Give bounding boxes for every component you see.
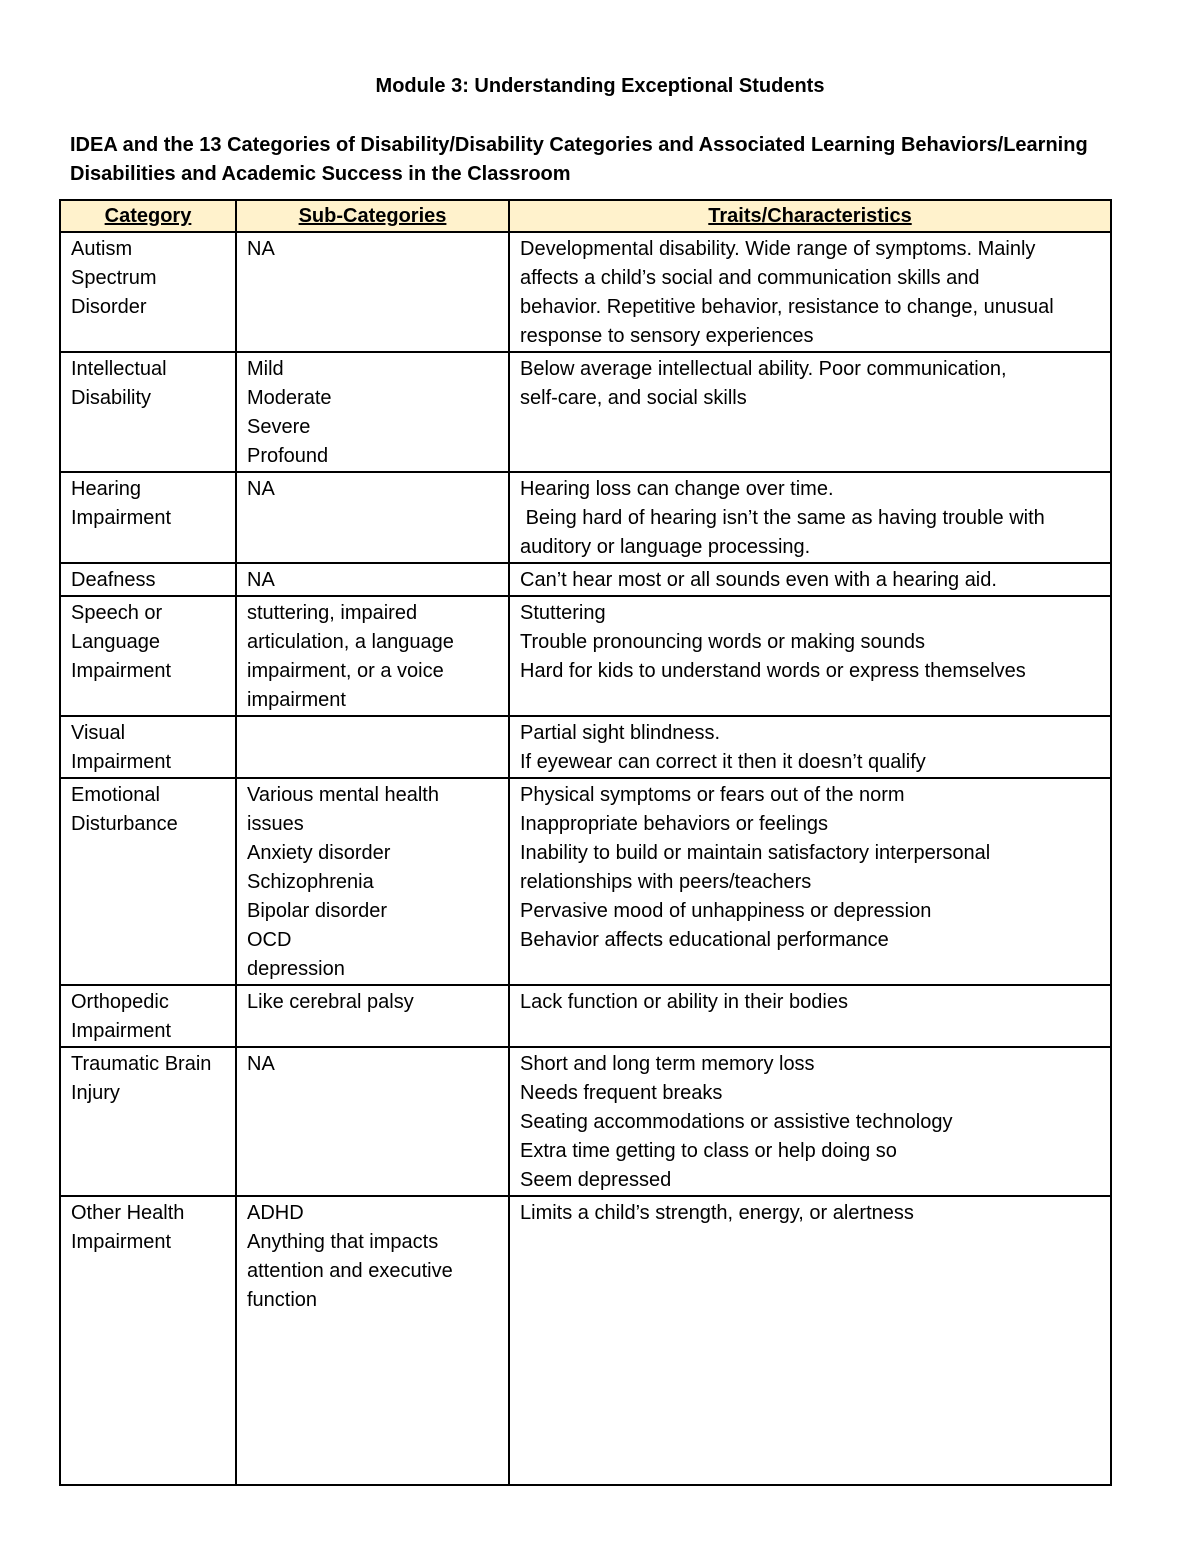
cell-line: self-care, and social skills	[520, 387, 747, 409]
table-row	[60, 352, 1111, 472]
cell-line: Extra time getting to class or help doing so	[520, 1140, 897, 1162]
cell-category	[60, 472, 236, 563]
cell-line: OCD	[247, 929, 292, 951]
cell-sub	[236, 716, 509, 778]
cell-line: NA	[247, 238, 275, 260]
cell-category	[60, 1196, 236, 1485]
cell-line: Visual	[71, 722, 126, 744]
cell-line: Lack function or ability in their bodies	[520, 991, 848, 1013]
table-row	[60, 1047, 1111, 1196]
cell-category	[60, 596, 236, 716]
cell-line: impairment, or a voice	[247, 660, 444, 682]
cell-line: Impairment	[71, 507, 172, 529]
cell-line: Like cerebral palsy	[247, 991, 414, 1013]
cell-line: Various mental health	[247, 784, 439, 806]
cell-sub	[236, 232, 509, 352]
cell-line: Disorder	[71, 296, 147, 318]
cell-line: affects a child’s social and communication skills and	[520, 267, 980, 289]
cell-line: Impairment	[71, 751, 172, 773]
cell-line: Deafness	[71, 569, 156, 591]
cell-category	[60, 985, 236, 1047]
cell-sub	[236, 596, 509, 716]
cell-line: Hearing	[71, 478, 142, 500]
cell-line: If eyewear can correct it then it doesn’t qualify	[520, 751, 926, 773]
cell-line: Below average intellectual ability. Poor communication,	[520, 358, 1007, 380]
cell-category	[60, 1047, 236, 1196]
cell-line: Speech or	[71, 602, 163, 624]
cell-line: Other Health	[71, 1202, 185, 1224]
cell-line: Bipolar disorder	[247, 900, 388, 922]
cell-line: Language	[71, 631, 160, 653]
document-title: Module 3: Understanding Exceptional Students	[375, 75, 825, 97]
cell-line: stuttering, impaired	[247, 602, 418, 624]
cell-line: ADHD	[247, 1202, 304, 1224]
cell-category	[60, 716, 236, 778]
cell-traits	[509, 985, 1111, 1047]
cell-traits	[509, 1196, 1111, 1485]
cell-line: Hard for kids to understand words or express themselves	[520, 660, 1026, 682]
cell-line: Schizophrenia	[247, 871, 374, 893]
cell-line: Limits a child’s strength, energy, or alertness	[520, 1202, 914, 1224]
cell-line: Traumatic Brain	[71, 1053, 212, 1075]
cell-traits	[509, 232, 1111, 352]
cell-line: Stuttering	[520, 602, 606, 624]
cell-line: Behavior affects educational performance	[520, 929, 889, 951]
cell-line: issues	[247, 813, 304, 835]
cell-line: Physical symptoms or fears out of the norm	[520, 784, 905, 806]
cell-category	[60, 778, 236, 985]
cell-line: NA	[247, 478, 275, 500]
table-row	[60, 1196, 1111, 1485]
header-traits: Traits/Characteristics	[509, 200, 1111, 232]
cell-line: Inappropriate behaviors or feelings	[520, 813, 828, 835]
cell-sub	[236, 985, 509, 1047]
cell-line: impairment	[247, 689, 346, 711]
cell-line: depression	[247, 958, 345, 980]
header-sub-categories: Sub-Categories	[236, 200, 509, 232]
cell-category	[60, 232, 236, 352]
cell-line: Injury	[71, 1082, 120, 1104]
header-category: Category	[60, 200, 236, 232]
cell-traits	[509, 352, 1111, 472]
cell-sub	[236, 1196, 509, 1485]
table-header-row	[60, 200, 1111, 232]
cell-traits	[509, 778, 1111, 985]
table-row	[60, 232, 1111, 352]
cell-line: Inability to build or maintain satisfactory interpersonal	[520, 842, 991, 864]
cell-sub	[236, 352, 509, 472]
cell-category	[60, 563, 236, 596]
cell-line: Moderate	[247, 387, 332, 409]
cell-line: Needs frequent breaks	[520, 1082, 723, 1104]
cell-line: NA	[247, 1053, 275, 1075]
cell-line: behavior. Repetitive behavior, resistance to change, unusual	[520, 296, 1054, 318]
cell-traits	[509, 596, 1111, 716]
cell-line: Can’t hear most or all sounds even with a hearing aid.	[520, 569, 997, 591]
cell-sub	[236, 778, 509, 985]
cell-line: Developmental disability. Wide range of symptoms. Mainly	[520, 238, 1036, 260]
cell-line: auditory or language processing.	[520, 536, 811, 558]
table-row	[60, 596, 1111, 716]
cell-line: attention and executive	[247, 1260, 453, 1282]
cell-line: Seem depressed	[520, 1169, 672, 1191]
cell-line: Trouble pronouncing words or making sounds	[520, 631, 926, 653]
cell-line: NA	[247, 569, 275, 591]
cell-line: Severe	[247, 416, 311, 438]
table-row	[60, 563, 1111, 596]
cell-line: Anything that impacts	[247, 1231, 439, 1253]
disability-categories-table	[59, 199, 1112, 1486]
cell-line: Partial sight blindness.	[520, 722, 721, 744]
cell-line: function	[247, 1289, 318, 1311]
table-row	[60, 472, 1111, 563]
cell-line: Intellectual	[71, 358, 167, 380]
cell-category	[60, 352, 236, 472]
cell-sub	[236, 472, 509, 563]
cell-line: Disturbance	[71, 813, 178, 835]
cell-line: Pervasive mood of unhappiness or depression	[520, 900, 932, 922]
cell-line: Orthopedic	[71, 991, 169, 1013]
cell-traits	[509, 1047, 1111, 1196]
cell-line: Autism	[71, 238, 133, 260]
cell-line: response to sensory experiences	[520, 325, 814, 347]
cell-line: Impairment	[71, 1231, 172, 1253]
table-row	[60, 985, 1111, 1047]
cell-line: Short and long term memory loss	[520, 1053, 815, 1075]
cell-line: Spectrum	[71, 267, 157, 289]
cell-line: Disability	[71, 387, 152, 409]
cell-line: Impairment	[71, 1020, 172, 1042]
cell-line: Emotional	[71, 784, 160, 806]
cell-line: Mild	[247, 358, 284, 380]
cell-sub	[236, 1047, 509, 1196]
cell-line: Impairment	[71, 660, 172, 682]
cell-line: Being hard of hearing isn’t the same as having trouble with	[520, 507, 1045, 529]
document-subtitle: IDEA and the 13 Categories of Disability/Disability Categories and Associated Learning Behaviors/Learning Disabilities and Academic Success in the Classroom	[70, 134, 1088, 185]
cell-line: relationships with peers/teachers	[520, 871, 812, 893]
table-row	[60, 716, 1111, 778]
cell-line: Seating accommodations or assistive technology	[520, 1111, 953, 1133]
table-row	[60, 778, 1111, 985]
cell-traits	[509, 563, 1111, 596]
cell-sub	[236, 563, 509, 596]
cell-line: Profound	[247, 445, 329, 467]
cell-line: articulation, a language	[247, 631, 454, 653]
cell-line: Anxiety disorder	[247, 842, 391, 864]
cell-line: Hearing loss can change over time.	[520, 478, 834, 500]
cell-traits	[509, 472, 1111, 563]
cell-traits	[509, 716, 1111, 778]
